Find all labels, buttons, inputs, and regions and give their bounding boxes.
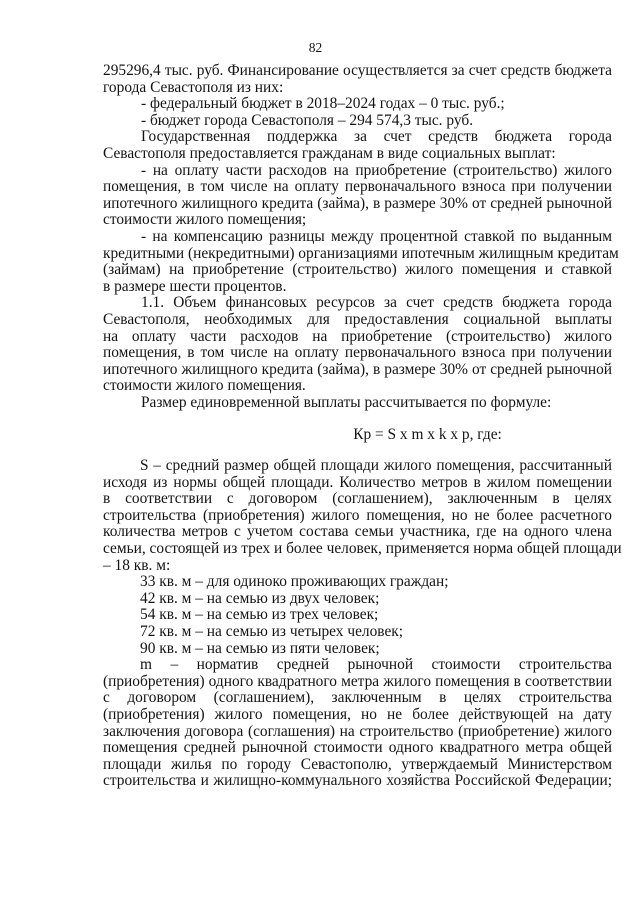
list-item: 72 кв. м – на семью из четырех человек; [140,623,404,640]
text-line: ипотечного жилищного кредита (займа), в размере 30% от средней рыночной [103,360,612,378]
section-heading: 1.1. Объем финансовых ресурсов за счет средств бюджета города [141,294,612,312]
document-body [103,62,622,790]
text-line: (приобретения) одного квадратного метра жилого помещения в соответствии [103,672,612,690]
text-line: Размер единовременной выплаты рассчитывается по формуле: [141,393,552,411]
text-line: стоимости жилого помещения; [103,211,307,229]
text-line: кредитными (некредитными) организациями ипотечным жилищным кредитам [103,244,619,262]
text-line: с договором (соглашением), заключенным в целях строительства [103,689,612,707]
text-line: исходя из нормы общей площади. Количество метров в жилом помещении [103,473,612,491]
text-line: в соответствии с договором (соглашением), заключенным в целях [103,490,612,508]
text-line: (займам) на приобретение (строительство) жилого помещения и ставкой [103,261,612,279]
text-line: количества метров с учетом состава семьи участника, где на одного члена [103,523,612,541]
text-line: площади жилья по городу Севастополю, утверждаемый Министерством [103,755,612,773]
text-line: стоимости жилого помещения. [103,377,306,395]
text-line: ипотечного жилищного кредита (займа), в размере 30% от средней рыночной [103,194,612,212]
text-line: Севастополя, необходимых для предоставления социальной выплаты [103,310,612,328]
page-number: 82 [308,40,323,55]
text-line: m – норматив средней рыночной стоимости строительства [140,656,612,674]
text-line: 295296,4 тыс. руб. Финансирование осуществляется за счет средств бюджета [103,62,612,79]
text-line: помещения, в том числе на оплату первоначального взноса при получении [103,178,612,196]
list-item: - на компенсацию разницы между процентной ставкой по выданным [141,227,612,245]
list-item: 42 кв. м – на семью из двух человек; [140,589,380,607]
list-item: - на оплату части расходов на приобретение (строительство) жилого [141,161,612,179]
text-line: – 18 кв. м: [103,556,171,574]
text-line: помещения, в том числе на оплату первоначального взноса при получении [103,344,612,362]
list-item: 90 кв. м – на семью из пяти человек; [140,639,380,657]
text-line: строительства и жилищно-коммунального хозяйства Российской Федерации; [103,772,612,790]
text-line: заключения договора (соглашения) на строительство (приобретение) жилого [103,722,612,740]
text-line: в размере шести процентов. [103,277,287,295]
list-item: - бюджет города Севастополя – 294 574,3 тыс. руб. [141,111,474,129]
text-line: семьи, состоящей из трех и более человек, применяется норма общей площади [103,540,622,558]
text-line: Севастополя предоставляется гражданам в виде социальных выплат: [103,144,556,162]
list-item: 33 кв. м – для одиноко проживающих граждан; [140,573,449,591]
list-item: - федеральный бюджет в 2018–2024 годах – 0 тыс. руб.; [141,95,505,113]
text-line: помещения средней рыночной стоимости одного квадратного метра общей [103,739,612,757]
formula: Кр = S х m х k х p, где: [353,426,502,444]
text-line: города Севастополя из них: [103,78,284,96]
text-line: Государственная поддержка за счет средств бюджета города [141,128,612,146]
list-item: 54 кв. м – на семью из трех человек; [140,606,379,624]
text-line: строительства (приобретения) жилого помещения, но не более расчетного [103,506,612,524]
text-line: на оплату части расходов на приобретение (строительство) жилого [103,327,612,345]
text-line: S – средний размер общей площади жилого помещения, рассчитанный [140,457,612,475]
text-line: (приобретения) жилого помещения, но не более действующей на дату [103,705,612,723]
